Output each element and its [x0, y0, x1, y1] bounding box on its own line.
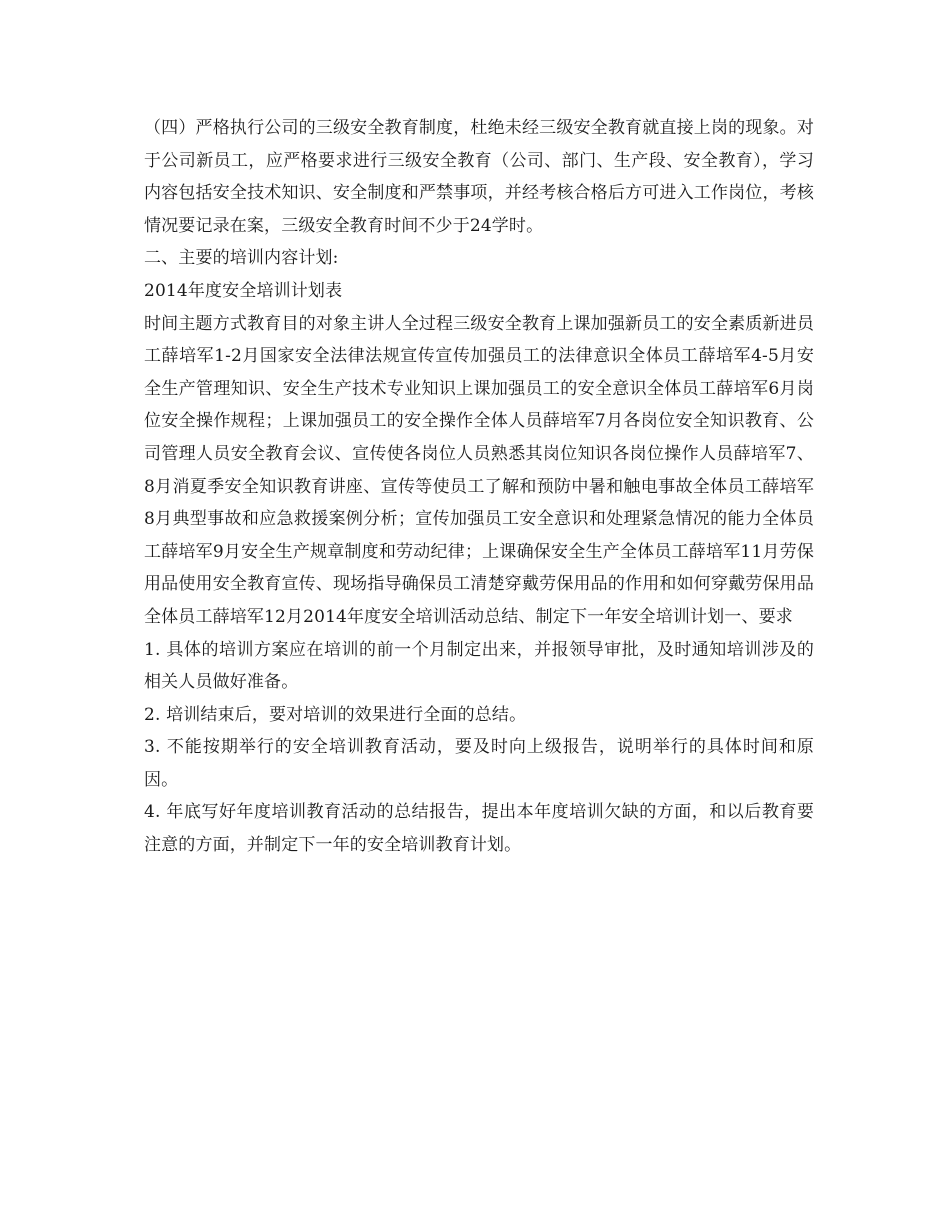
- requirement-item-2: 2. 培训结束后，要对培训的效果进行全面的总结。: [144, 704, 527, 725]
- requirement-item-4: 4. 年底写好年度培训教育活动的总结报告，提出本年度培训欠缺的方面，和以后教育要注意的方面，并制定下一年的安全培训教育计划。: [144, 802, 814, 856]
- requirement-item-1: 1. 具体的培训方案应在培训的前一个月制定出来，并报领导审批，及时通知培训涉及的相关人员做好准备。: [144, 639, 814, 693]
- requirement-item-3: 3. 不能按期举行的安全培训教育活动，要及时向上级报告，说明举行的具体时间和原因。: [144, 737, 814, 790]
- section-2-heading: 二、主要的培训内容计划:: [144, 248, 339, 269]
- section-4-paragraph: （四）严格执行公司的三级安全教育制度，杜绝未经三级安全教育就直接上岗的现象。对于公司新员工，应严格要求进行三级安全教育（公司、部门、生产段、安全教育），学习内容包括安全技术知识、安全制度和严禁事项，并经考核合格后方可进入工作岗位，考核情况要记录在案，三级安全教育时间不少于24学时。: [144, 118, 814, 236]
- document-body: [144, 112, 814, 862]
- table-title: 2014年度安全培训计划表: [144, 280, 343, 301]
- table-text-paragraph: 时间主题方式教育目的对象主讲人全过程三级安全教育上课加强新员工的安全素质新进员工薛培军1-2月国家安全法律法规宣传宣传加强员工的法律意识全体员工薛培军4-5月安全生产管理知识、安全生产技术专业知识上课加强员工的安全意识全体员工薛培军6月岗位安全操作规程；上课加强员工的安全操作全体人员薛培军7月各岗位安全知识教育、公司管理人员安全教育会议、宣传使各岗位人员熟悉其岗位知识各岗位操作人员薛培军7、8月消夏季安全知识教育讲座、宣传等使员工了解和预防中暑和触电事故全体员工薛培军8月典型事故和应急救援案例分析；宣传加强员工安全意识和处理紧急情况的能力全体员工薛培军9月安全生产规章制度和劳动纪律；上课确保安全生产全体员工薛培军11月劳保用品使用安全教育宣传、现场指导确保员工清楚穿戴劳保用品的作用和如何穿戴劳保用品全体员工薛培军12月2014年度安全培训活动总结、制定下一年安全培训计划一、要求: [144, 313, 814, 627]
